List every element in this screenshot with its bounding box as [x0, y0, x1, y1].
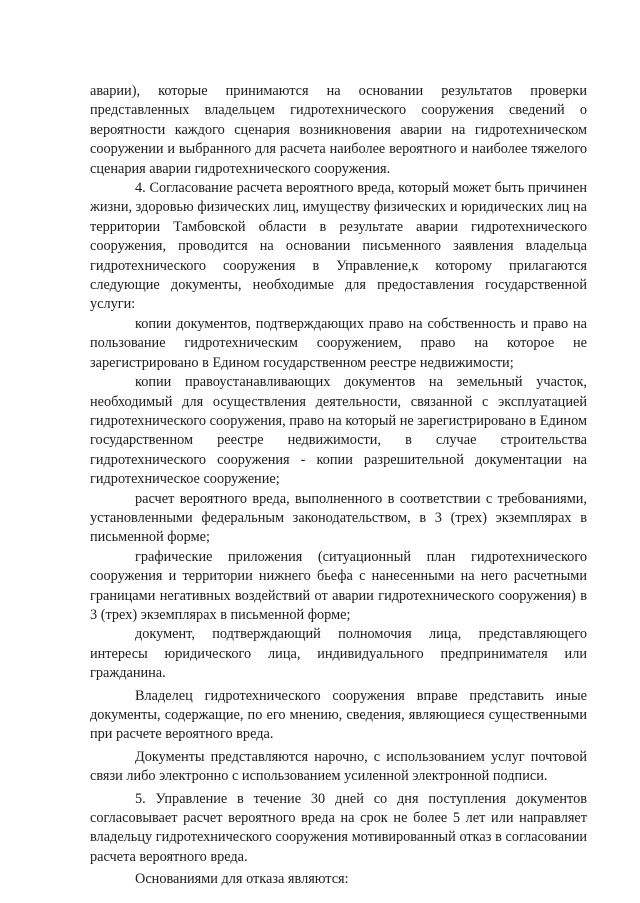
paragraph-refusal-grounds: Основаниями для отказа являются:	[135, 871, 349, 888]
paragraph-graphic-appendices: графические приложения (ситуационный план гидротехнического сооружения и территории нижнего бьефа с нанесенными на него расчетными границами негативных воздействий от аварии гидротехнического сооружения) в 3 (трех) экземплярах в письменной форме;	[90, 548, 587, 623]
paragraph-authority-doc: документ, подтверждающий полномочия лица, представляющего интересы юридического лица, индивидуального предпринимателя или гражданина.	[90, 626, 587, 682]
paragraph-item-4: 4. Согласование расчета вероятного вреда, который может быть причинен жизни, здоровью физических лиц, имуществу физических и юридических лиц на территории Тамбовской области в результате аварии гидротехнического сооружения, проводится на основании письменного заявления владельца гидротехнического сооружения в Управление,к которому прилагаются следующие документы, необходимые для предоставления государственной услуги:	[90, 180, 587, 313]
paragraph-item-5: 5. Управление в течение 30 дней со дня поступления документов согласовывает расчет вероятного вреда на срок не более 5 лет или направляет владельцу гидротехнического сооружения мотивированный отказ в согласовании расчета вероятного вреда.	[90, 790, 587, 865]
paragraph-ownership-docs: копии документов, подтверждающих право на собственность и право на пользование гидротехническим сооружением, право на которое не зарегистрировано в Едином государственном реестре недвижимости;	[90, 315, 587, 371]
paragraph-submission-method: Документы представляются нарочно, с использованием услуг почтовой связи либо электронно с использованием усиленной электронной подписи.	[90, 748, 587, 785]
document-page	[90, 82, 587, 890]
paragraph-land-docs: копии правоустанавливающих документов на земельный участок, необходимый для осуществления деятельности, связанной с эксплуатацией гидротехнического сооружения, право на который не зарегистрировано в Едином государственном реестре недвижимости, в случае строительства гидротехнического сооружения - копии разрешительной документации на гидротехническое сооружение;	[90, 374, 587, 488]
paragraph-owner-right: Владелец гидротехнического сооружения вправе представить иные документы, содержащие, по его мнению, сведения, являющиеся существенными при расчете вероятного вреда.	[90, 687, 587, 743]
paragraph-continuation: аварии), которые принимаются на основании результатов проверки представленных владельцем гидротехнического сооружения сведений о вероятности каждого сценария возникновения аварии на гидротехническом сооружении и выбранного для расчета наиболее вероятного и наиболее тяжелого сценария аварии гидротехнического сооружения.	[90, 83, 587, 177]
paragraph-damage-calculation: расчет вероятного вреда, выполненного в соответствии с требованиями, установленными федеральным законодательством, в 3 (трех) экземплярах в письменной форме;	[90, 490, 587, 546]
